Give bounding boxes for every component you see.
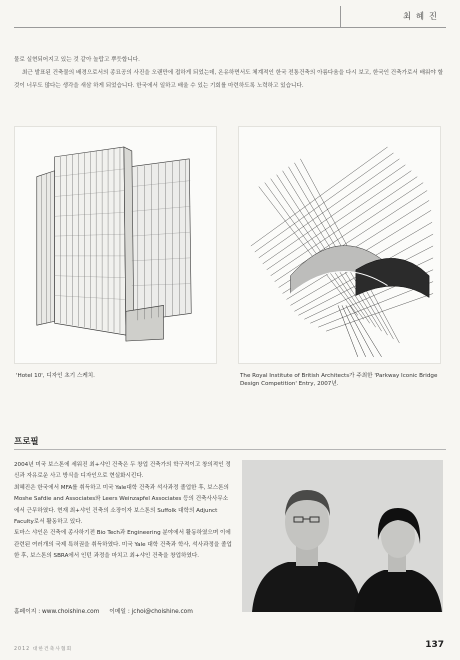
architects-portrait-photo [242, 460, 443, 612]
profile-paragraph-2: 최혜진은 한국에서 MFA를 취득하고 미국 Yale대학 건축과 석사과정 졸업한 후, 보스톤의 Moshe Safdie and Associates와 Leers Weinzapfel Associates 등의 건축사사무소에서 근무하였다. 현재 최+샤인 건축의 소장이자 보스톤의 Suffolk 대학의 Adjunct Faculty로서 활동하고 있다. [14, 484, 229, 526]
author-name: 최 혜 진 [402, 12, 438, 22]
left-figure-caption: 'Hotel 10', 디자인 초기 스케치. [16, 373, 95, 379]
hotel-sketch-figure [14, 126, 217, 364]
footer-publication: 2012 대한건축사협회 [14, 647, 73, 652]
profile-paragraph-1: 2004년 미국 보스톤에 세워진 최+샤인 건축은 두 창업 건축가의 학구적이고 창의적인 정신과 자유로운 사고 방식을 디자인으로 현실화시킨다. [14, 462, 231, 480]
contact-line [14, 606, 201, 615]
bridge-rendering-drawing [239, 127, 440, 363]
right-figure-caption: The Royal Institute of British Architects가 주최한 'Parkway Iconic Bridge Design Competition' Entry, 2007년. [240, 373, 438, 387]
profile-paragraph-3: 토마스 샤인은 건축에 종사하기전 Bio Tech과 Engineering 분야에서 활동하였으며 이에 관련된 여러개의 국제 특허권을 취득하였다. 미국 Yale 대학 건축과 학사, 석사과정을 졸업한 후, 보스톤의 SBRA에서 인턴 과정을 마치고 최+샤인 건축을 창업하였다. [14, 530, 232, 560]
intro-text [14, 54, 444, 93]
profile-rule [14, 449, 446, 450]
homepage-link[interactable]: 홈페이지 : www.choishine.com [14, 609, 100, 615]
email-link[interactable]: 이메일 : jchoi@choishine.com [109, 609, 193, 615]
page-number: 137 [425, 640, 444, 650]
hotel-sketch-drawing [15, 127, 216, 363]
bridge-rendering-figure [238, 126, 441, 364]
header-tab-line [340, 6, 341, 27]
profile-text [14, 460, 232, 563]
profile-title: 프로필 [14, 437, 39, 447]
header-rule [14, 27, 446, 28]
intro-paragraph-2: 최근 발표된 건축물의 배경으로서의 종묘공의 사진을 오랜만에 접하게 되었는데, 온유하면서도 체계적인 한국 전통건축의 아름다움을 다시 보고, 한국인 건축가로서 배워야 할 것이 너무도 많다는 생각을 새삼 하게 되었습니다. 한국에서 일하고 배울 수 있는 기회를 마련하도록 노력하고 있습니다. [14, 70, 443, 89]
intro-line-1: 물로 실현되어지고 있는 것 같아 놀랍고 뿌듯합니다. [14, 57, 140, 63]
architects-portrait-image [242, 460, 443, 612]
